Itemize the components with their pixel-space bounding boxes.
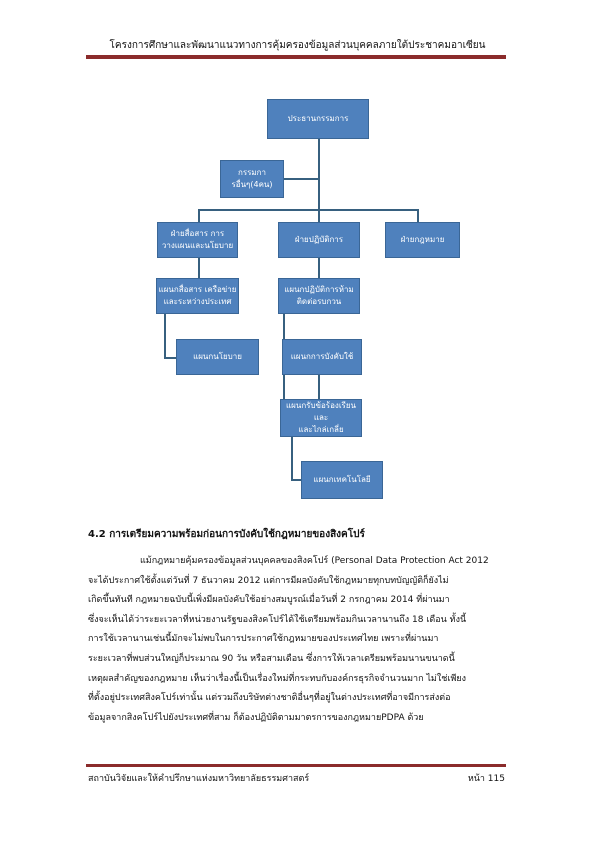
section-heading: 4.2 การเตรียมความพร้อมก่อนการบังคับใช้กฎหมายของสิงคโปร์	[88, 529, 365, 540]
chart-box-intl-unit: แผนกสื่อสาร เครือข่าย และระหว่างประเทศ	[156, 278, 239, 314]
running-header: โครงการศึกษาและพัฒนาแนวทางการคุ้มครองข้อมูลส่วนบุคคลภายใต้ประชาคมอาเซียน	[109, 40, 486, 51]
page-number: หน้า 115	[467, 774, 505, 784]
connector	[318, 374, 320, 400]
chart-box-compliance-unit: แผนกปฏิบัติการห้าม ติดต่อรบกวน	[278, 278, 360, 314]
paragraph-line: จะได้ประกาศใช้ตั้งแต่วันที่ 7 ธันวาคม 2012 แต่การมีผลบังคับใช้กฎหมายทุกบทบัญญัติก็ยังไม่	[88, 575, 449, 586]
paragraph-line: ที่ตั้งอยู่ประเทศสิงคโปร์เท่านั้น แต่รวมถึงบริษัทต่างชาติอื่นๆที่อยู่ในต่างประเทศที่อาจมีการส่งต่อ	[88, 693, 451, 704]
connector	[198, 209, 418, 211]
paragraph-line: เกิดขึ้นทันที กฎหมายฉบับนี้เพิ่งมีผลบังคับใช้อย่างสมบูรณ์เมื่อวันที่ 2 กรกฎาคม 2014 ที่ผ่านมา	[88, 595, 450, 606]
chart-box-policy-unit: แผนกนโยบาย	[176, 339, 259, 375]
paragraph-line: ซึ่งจะเห็นได้ว่าระยะเวลาที่หน่วยงานรัฐของสิงคโปร์ได้ใช้เตรียมพร้อมกินเวลานานถึง 18 เดือน ทั้งนี้	[88, 614, 467, 625]
connector	[283, 178, 318, 180]
chart-box-complaints-unit: แผนกรับข้อร้องเรียนและ และไกล่เกลี่ย	[280, 399, 362, 437]
chart-box-legal-dept: ฝ่ายกฎหมาย	[385, 222, 460, 258]
connector	[417, 209, 419, 223]
paragraph-line: ข้อมูลจากสิงคโปร์ไปยังประเทศที่สาม ก็ต้องปฏิบัติตามมาตรการของกฎหมายPDPA ด้วย	[88, 712, 424, 723]
paragraph-line: เหตุผลสำคัญของกฎหมาย เห็นว่าเรื่องนี้เป็นเรื่องใหม่ที่กระทบกับองค์กรธุรกิจจำนวนมาก ไม่ใช่เพียง	[88, 673, 467, 684]
connector	[198, 257, 200, 279]
chart-box-committee: กรรมการอื่นๆ(4คน)	[220, 160, 284, 198]
chart-box-enforcement-unit: แผนกการบังคับใช้	[282, 339, 362, 375]
connector	[198, 209, 200, 223]
paragraph-line: การใช้เวลานานเช่นนี้มักจะไม่พบในการประกาศใช้กฎหมายของประเทศไทย เพราะที่ผ่านมา	[88, 634, 439, 645]
connector	[164, 312, 166, 358]
footer-institution: สถาบันวิจัยและให้คำปรึกษาแห่งมหาวิทยาลัยธรรมศาสตร์	[88, 774, 310, 784]
chart-box-strategy-dept: ฝ่ายสื่อสาร การ วางแผนและนโยบาย	[157, 222, 238, 258]
paragraph-line: ระยะเวลาที่พบส่วนใหญ่ก็ประมาณ 90 วัน หรือสามเดือน ซึ่งการให้เวลาเตรียมพร้อมนานขนาดนี้	[88, 653, 455, 664]
footer-rule	[86, 764, 506, 767]
body-paragraph	[88, 552, 506, 728]
connector	[318, 209, 320, 223]
chart-box-chairman: ประธานกรรมการ	[267, 99, 369, 139]
chart-box-operations-dept: ฝ่ายปฏิบัติการ	[278, 222, 360, 258]
connector	[318, 257, 320, 279]
paragraph-line: แม้กฎหมายคุ้มครองข้อมูลส่วนบุคคลของสิงคโปร์ (Personal Data Protection Act 2012	[140, 556, 489, 566]
connector	[318, 139, 320, 209]
chart-box-technology-unit: แผนกเทคโนโลยี	[301, 461, 383, 499]
connector	[291, 436, 293, 480]
header-rule	[86, 55, 506, 59]
